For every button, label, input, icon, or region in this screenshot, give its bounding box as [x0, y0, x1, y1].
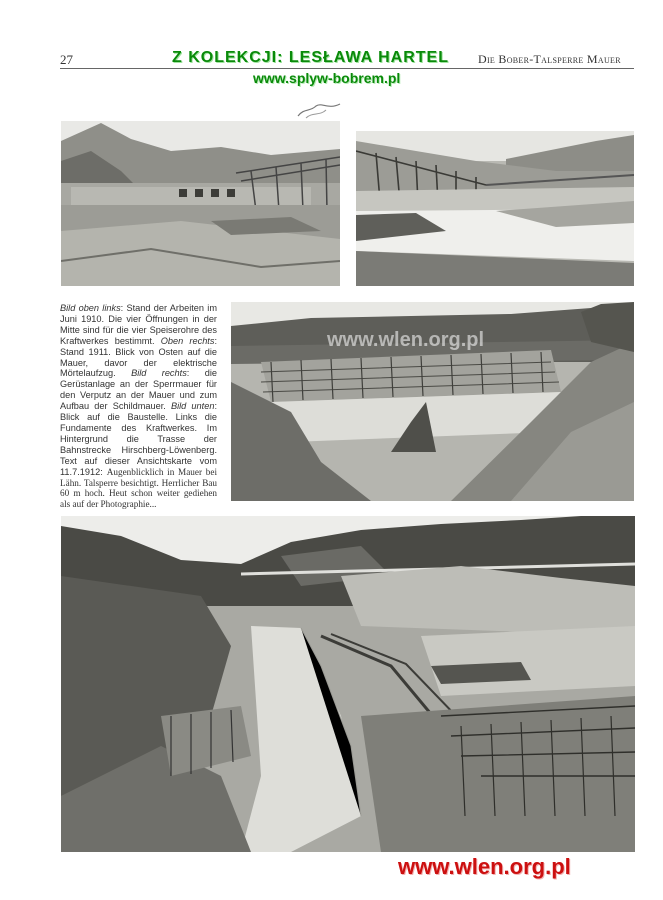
tree-sketch-icon	[296, 100, 342, 122]
header-rule	[60, 68, 634, 69]
photo-middle-right	[231, 302, 634, 501]
caption-label-right: Bild rechts	[131, 368, 187, 379]
running-title: Die Bober-Talsperre Mauer	[478, 52, 621, 66]
photo-caption	[60, 303, 217, 510]
caption-label-top-right: Oben rechts	[160, 335, 215, 346]
caption-text-top-right: : Stand 1911. Blick von Osten auf die Mauer, davor der elektrische Mörtelaufzug.	[60, 335, 218, 379]
photo-top-right	[356, 131, 634, 286]
caption-text-top-left: : Stand der Arbeiten im Juni 1910. Die vier Öffnungen in der Mitte sind für die vier Speiserohre des Kraftwerkes bestimmt.	[60, 303, 217, 346]
caption-label-bottom: Bild unten	[170, 401, 215, 412]
caption-text-right: : die Gerüstanlage an der Sperrmauer für den Verputz an der Mauer und zum Aufbau der Schildmauer.	[60, 368, 217, 412]
caption-text-bottom: : Blick auf die Baustelle. Links die Fundamente des Kraftwerkes. Im Hintergrund die Trasse der Bahnstrecke Hirschberg-Löwenberg. Text auf dieser Ansichtskarte vom 11.7.1912:	[60, 401, 217, 477]
photo-watermark: www.wlen.org.pl	[327, 329, 485, 351]
page-number: 27	[60, 52, 73, 67]
caption-postcard-note: Augenblicklich in Mauer bei Lähn. Talsperre besichtigt. Herrlicher Bau 60 m hoch. Heut schon weiter gediehen als auf der Photographie...	[60, 466, 217, 510]
collection-url-watermark: www.splyw-bobrem.pl	[253, 70, 401, 86]
collection-watermark: Z KOLEKCJI: LESŁAWA HARTEL	[172, 49, 449, 66]
photo-bottom	[61, 516, 635, 852]
photo-top-left	[61, 121, 340, 286]
site-watermark: www.wlen.org.pl	[398, 854, 571, 879]
caption-label-top-left: Bild oben links	[60, 303, 121, 313]
